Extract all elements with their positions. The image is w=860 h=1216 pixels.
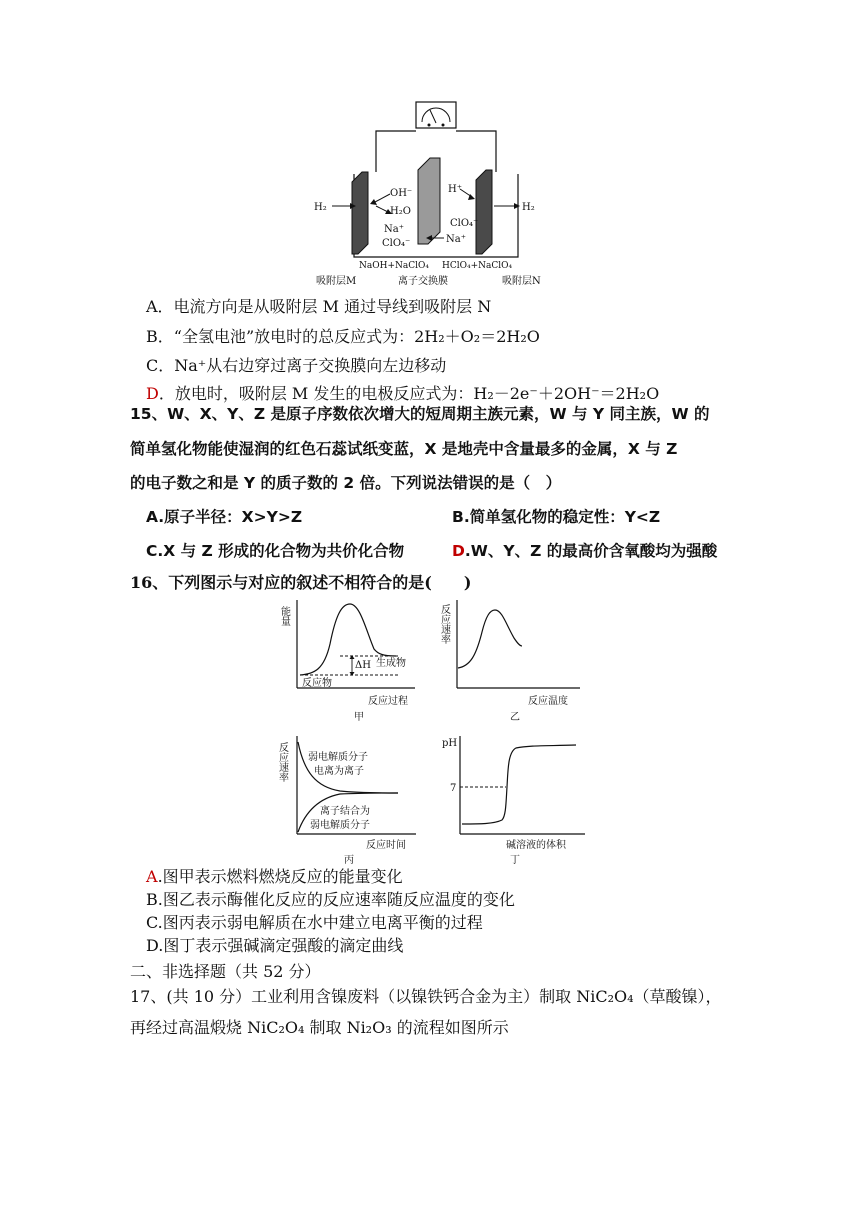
galvanometer-icon: [416, 102, 456, 128]
graph-yi-ylabel: 反应速率: [438, 604, 450, 644]
graph-bing-upper-1: 弱电解质分子: [308, 752, 368, 763]
q14-answer-d: D: [146, 384, 159, 403]
electrolyte-left-label: NaOH+NaClO₄: [359, 261, 430, 271]
hydrogen-cell-diagram: [310, 102, 555, 288]
graph-yi-caption: 乙: [510, 712, 520, 723]
graph-bing-lower-2: 弱电解质分子: [310, 820, 370, 831]
h2o-label: H₂O: [390, 206, 411, 217]
q15-option-b: B.简单氢化物的稳定性：Y<Z: [452, 508, 661, 526]
oh-minus-label: OH⁻: [390, 188, 413, 199]
graph-bing: [276, 732, 430, 866]
q15-option-d: D.W、Y、Z 的最高价含氧酸均为强酸: [452, 542, 718, 560]
graph-yi: [440, 594, 590, 724]
graph-jia-xlabel: 反应过程: [368, 696, 408, 707]
graph-yi-xlabel: 反应温度: [528, 696, 568, 707]
q15-answer-d: D: [452, 542, 465, 560]
q16-stem: 16、下列图示与对应的叙述不相符合的是( ): [130, 573, 472, 592]
label-n: 吸附层N: [502, 276, 541, 287]
section-2-heading: 二、非选择题（共 52 分）: [130, 962, 321, 981]
electrolyte-right-label: HClO₄+NaClO₄: [442, 261, 513, 271]
graph-bing-caption: 丙: [344, 855, 354, 866]
q16-option-c: C.图丙表示弱电解质在水中建立电离平衡的过程: [146, 913, 483, 932]
q15-stem-1: 15、W、X、Y、Z 是原子序数依次增大的短周期主族元素，W 与 Y 同主族，W 的: [130, 405, 710, 423]
q14-option-b: B．“全氢电池”放电时的总反应式为：2H₂＋O₂＝2H₂O: [146, 327, 540, 346]
q14-option-a: A．电流方向是从吸附层 M 通过导线到吸附层 N: [146, 297, 492, 316]
graph-ding-caption: 丁: [510, 855, 520, 866]
graph-jia-ylabel: 能量: [278, 606, 290, 626]
clo4-right-label: ClO₄⁻: [450, 218, 479, 229]
q16-option-a: A.图甲表示燃料燃烧反应的能量变化: [146, 867, 403, 886]
graph-jia-caption: 甲: [354, 712, 364, 723]
graph-jia-product: 生成物: [376, 658, 406, 669]
label-m: 吸附层M: [316, 276, 357, 287]
graph-bing-lower-1: 离子结合为: [320, 806, 370, 817]
q15-option-c: C.X 与 Z 形成的化合物为共价化合物: [146, 542, 405, 560]
q17-line-1: 17、(共 10 分）工业利用含镍废料（以镍铁钙合金为主）制取 NiC₂O₄（草酸镍），: [130, 987, 722, 1006]
q16-option-b: B.图乙表示酶催化反应的反应速率随反应温度的变化: [146, 890, 515, 909]
q15-option-a: A.原子半径：X>Y>Z: [146, 508, 303, 526]
q16-option-d: D.图丁表示强碱滴定强酸的滴定曲线: [146, 936, 404, 955]
graph-ding-tick-7: 7: [450, 783, 457, 794]
graph-jia-reactant: 反应物: [302, 678, 332, 689]
q14-option-d: D．放电时，吸附层 M 发生的电极反应式为：H₂－2e⁻＋2OH⁻＝2H₂O: [146, 384, 660, 403]
graph-ding-ylabel: pH: [442, 738, 458, 749]
clo4-left-label: ClO₄⁻: [382, 238, 411, 249]
graph-ding: [440, 732, 590, 866]
na-plus-right-label: Na⁺: [446, 234, 466, 245]
label-membrane: 离子交换膜: [398, 276, 448, 287]
graph-bing-upper-2: 电离为离子: [314, 766, 364, 777]
graph-jia: [280, 594, 430, 724]
q16-answer-a: A: [146, 867, 158, 886]
h2-right-label: H₂: [522, 202, 535, 213]
h-plus-label: H⁺: [448, 184, 462, 195]
graph-bing-xlabel: 反应时间: [366, 840, 406, 851]
h2-left-label: H₂: [314, 202, 327, 213]
ion-exchange-membrane: [418, 158, 440, 244]
q17-line-2: 再经过高温煅烧 NiC₂O₄ 制取 Ni₂O₃ 的流程如图所示: [130, 1018, 509, 1037]
q15-stem-2: 简单氢化物能使湿润的红色石蕊试纸变蓝，X 是地壳中含量最多的金属，X 与 Z: [130, 440, 678, 458]
na-plus-left-label: Na⁺: [384, 224, 404, 235]
graph-bing-ylabel: 反应速率: [276, 742, 288, 782]
q15-stem-3: 的电子数之和是 Y 的质子数的 2 倍。下列说法错误的是（ ）: [130, 474, 562, 492]
q14-option-c: C．Na⁺从右边穿过离子交换膜向左边移动: [146, 356, 447, 375]
graph-jia-delta-h: ΔH: [355, 660, 371, 671]
graph-ding-xlabel: 碱溶液的体积: [506, 840, 566, 851]
